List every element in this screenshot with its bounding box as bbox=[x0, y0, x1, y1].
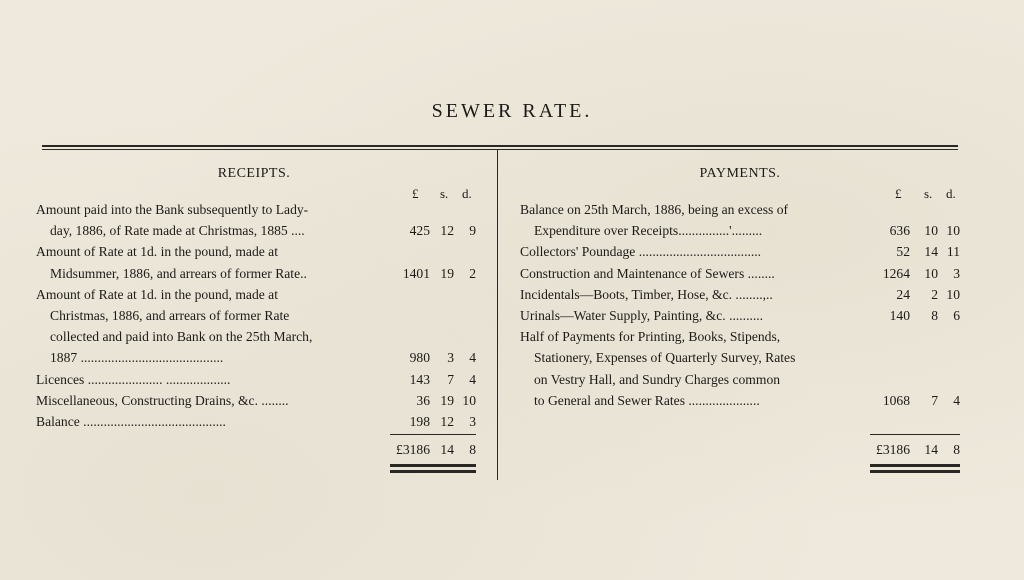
receipts-pence-value: 9 bbox=[469, 223, 476, 239]
receipts-line-text: day, 1886, of Rate made at Christmas, 1885 .... bbox=[50, 223, 305, 239]
payments-pounds-value: 52 bbox=[896, 244, 910, 260]
payments-pounds-value: 24 bbox=[896, 286, 910, 302]
payments-total-pounds: £3186 bbox=[876, 442, 910, 457]
payments-shillings-value: 10 bbox=[924, 223, 938, 239]
receipts-shillings-value: 3 bbox=[447, 350, 454, 366]
receipts-shillings-value: 19 bbox=[440, 392, 454, 408]
pounds-label: £ bbox=[895, 186, 902, 201]
receipts-heading: RECEIPTS. bbox=[217, 166, 291, 181]
payments-line-text: Incidentals—Boots, Timber, Hose, &c. ........,.. bbox=[520, 286, 773, 302]
payments-line-text: Stationery, Expenses of Quarterly Survey, Rates bbox=[534, 350, 796, 366]
receipts-line-text: 1887 .......................................... bbox=[50, 350, 224, 366]
receipts-pounds-value: 425 bbox=[409, 223, 430, 239]
receipts-line-text: Balance .......................................... bbox=[36, 414, 226, 429]
payments-sum-rule bbox=[870, 434, 960, 435]
receipts-pounds-value: 198 bbox=[409, 414, 430, 429]
receipts-pounds-value: 1401 bbox=[402, 265, 430, 281]
receipts-pence-value: 4 bbox=[469, 350, 476, 366]
payments-shillings-value: 2 bbox=[931, 286, 938, 302]
column-divider bbox=[497, 150, 498, 480]
receipts-total-pence: 8 bbox=[469, 442, 476, 457]
receipts-shillings-value: 12 bbox=[440, 223, 454, 239]
payments-shillings-value: 7 bbox=[931, 392, 938, 408]
payments-pence-value: 3 bbox=[953, 265, 960, 281]
receipts-pence-value: 10 bbox=[462, 392, 476, 408]
receipts-line-text: Miscellaneous, Constructing Drains, &c. ........ bbox=[36, 392, 289, 408]
payments-pounds-value: 140 bbox=[889, 308, 910, 323]
payments-total-pence: 8 bbox=[953, 442, 960, 457]
payments-heading: PAYMENTS. bbox=[699, 166, 781, 181]
receipts-double-underline bbox=[390, 470, 476, 473]
receipts-pounds-value: 980 bbox=[409, 350, 430, 366]
top-rule bbox=[42, 145, 958, 147]
shillings-label: s. bbox=[440, 186, 449, 201]
receipts-pence-value: 2 bbox=[469, 265, 476, 281]
pence-label: d. bbox=[946, 186, 956, 201]
receipts-shillings-value: 19 bbox=[440, 265, 454, 281]
receipts-double-underline bbox=[390, 464, 476, 467]
receipts-line-text: Amount paid into the Bank subsequently to Lady- bbox=[36, 202, 309, 217]
payments-pounds-value: 1264 bbox=[882, 265, 910, 281]
pence-label: d. bbox=[462, 186, 472, 201]
payments-shillings-value: 14 bbox=[924, 244, 938, 260]
payments-line-text: Urinals—Water Supply, Painting, &c. .......... bbox=[520, 308, 764, 323]
receipts-line-text: Christmas, 1886, and arrears of former Rate bbox=[50, 308, 290, 323]
receipts-pounds-value: 143 bbox=[409, 371, 430, 387]
receipts-pence-value: 3 bbox=[469, 414, 476, 429]
pounds-label: £ bbox=[412, 186, 419, 201]
payments-line-text: Balance on 25th March, 1886, being an excess of bbox=[520, 202, 789, 217]
receipts-shillings-value: 12 bbox=[440, 414, 454, 429]
receipts-pounds-value: 36 bbox=[416, 392, 430, 408]
payments-pounds-value: 636 bbox=[889, 223, 910, 239]
payments-pence-value: 6 bbox=[953, 308, 960, 323]
payments-double-underline bbox=[870, 464, 960, 467]
receipts-line-text: Amount of Rate at 1d. in the pound, made at bbox=[36, 286, 278, 302]
payments-pence-value: 11 bbox=[946, 244, 960, 260]
page-title: SEWER RATE. bbox=[431, 100, 593, 122]
payments-line-text: Expenditure over Receipts...............'......... bbox=[534, 223, 763, 239]
receipts-line-text: Licences ...................... ................... bbox=[36, 371, 231, 387]
payments-pounds-value: 1068 bbox=[882, 392, 910, 408]
receipts-line-text: collected and paid into Bank on the 25th March, bbox=[50, 329, 313, 345]
receipts-total-shillings: 14 bbox=[440, 442, 454, 457]
top-rule-thin bbox=[42, 149, 958, 150]
payments-double-underline bbox=[870, 470, 960, 473]
receipts-line-text: Amount of Rate at 1d. in the pound, made at bbox=[36, 244, 278, 260]
payments-pence-value: 10 bbox=[946, 286, 960, 302]
receipts-shillings-value: 7 bbox=[447, 371, 454, 387]
payments-shillings-value: 8 bbox=[931, 308, 938, 323]
payments-total-shillings: 14 bbox=[924, 442, 938, 457]
payments-line-text: Construction and Maintenance of Sewers ........ bbox=[520, 265, 775, 281]
payments-shillings-value: 10 bbox=[924, 265, 938, 281]
receipts-total-pounds: £3186 bbox=[396, 442, 430, 457]
receipts-sum-rule bbox=[390, 434, 476, 435]
payments-line-text: to General and Sewer Rates ..................... bbox=[534, 392, 760, 408]
payments-line-text: Collectors' Poundage .................................... bbox=[520, 244, 762, 260]
receipts-pence-value: 4 bbox=[469, 371, 476, 387]
payments-line-text: Half of Payments for Printing, Books, Stipends, bbox=[520, 329, 781, 345]
payments-pence-value: 10 bbox=[946, 223, 960, 239]
payments-line-text: on Vestry Hall, and Sundry Charges common bbox=[534, 371, 781, 387]
shillings-label: s. bbox=[924, 186, 933, 201]
payments-pence-value: 4 bbox=[953, 392, 960, 408]
receipts-line-text: Midsummer, 1886, and arrears of former Rate.. bbox=[50, 265, 307, 281]
